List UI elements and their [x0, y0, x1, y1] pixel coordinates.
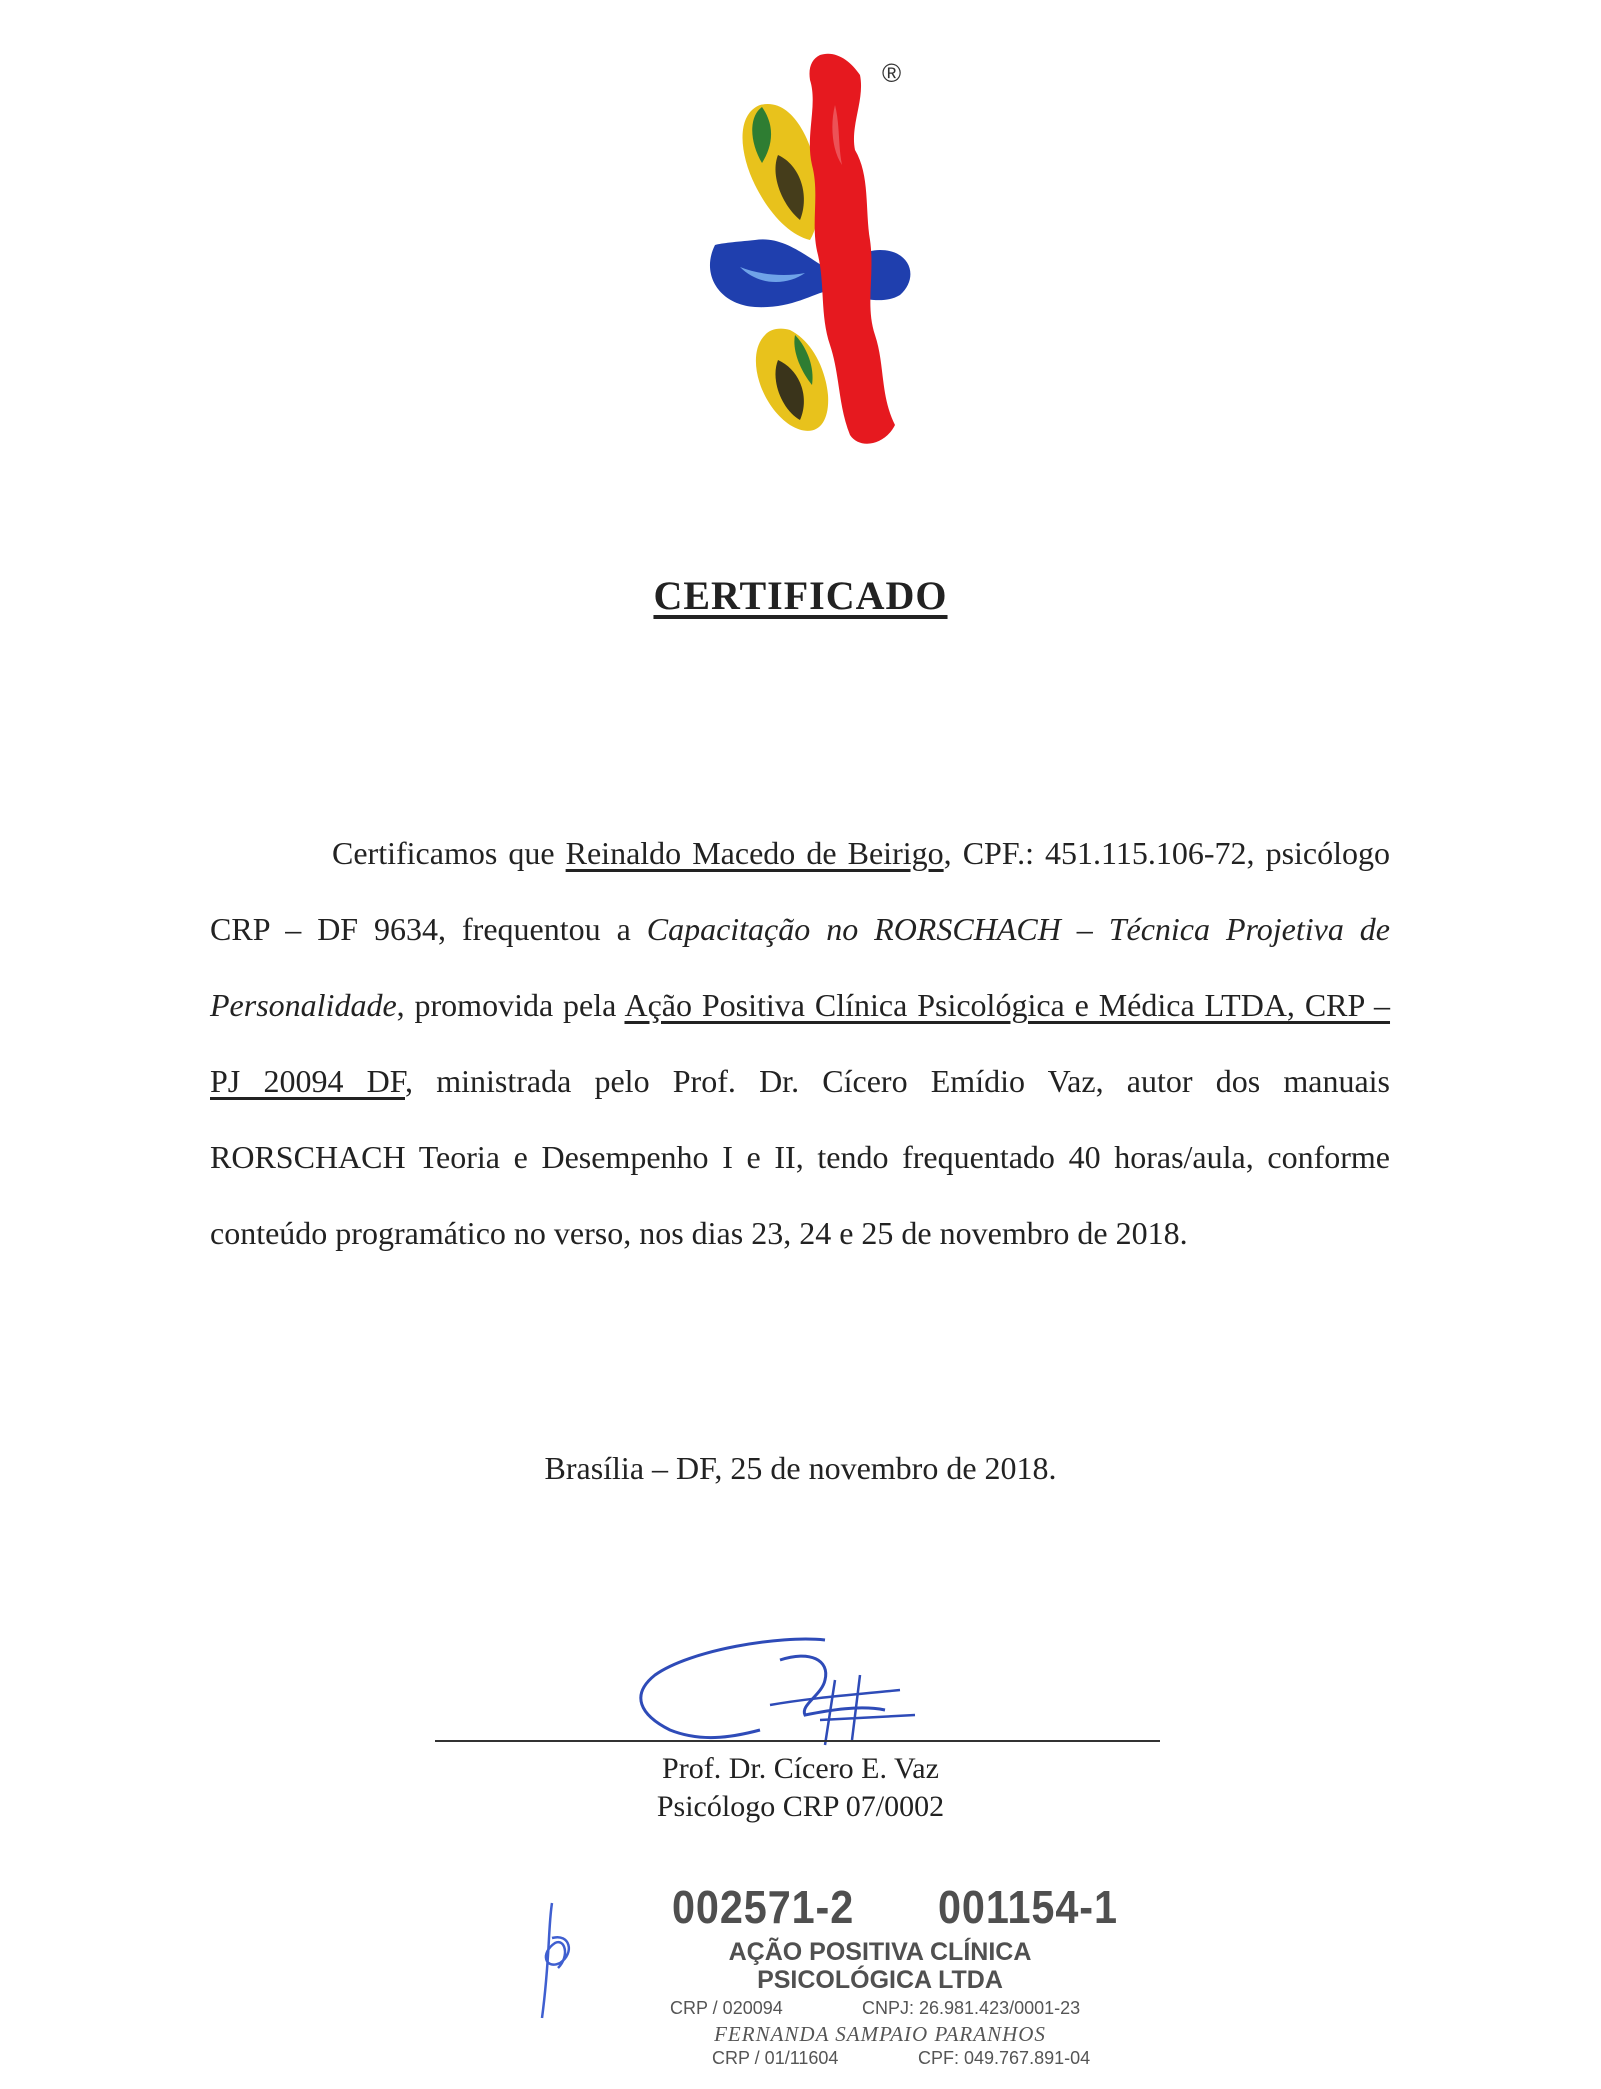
body-cpf: , CPF.: 451.115.106-72, psicólogo CRP – DF 9634, frequentou a — [210, 835, 1391, 947]
organization-name: Ação Positiva Clínica Psicológica e Médica LTDA, CRP – PJ 20094 DF — [210, 987, 1391, 1099]
stamp-company-line1: AÇÃO POSITIVA CLÍNICA — [728, 1938, 1032, 1966]
rorschach-inkblot-logo-icon — [700, 45, 940, 455]
certificate-body — [210, 815, 1390, 1271]
stamp-crp: CRP / 020094 — [670, 1998, 783, 2018]
stamp-number-left: 002571-2 — [672, 1881, 855, 1933]
body-intro: Certificamos que — [332, 835, 566, 871]
signer-title: Psicólogo CRP 07/0002 — [656, 1790, 945, 1823]
signature-line — [435, 1740, 1160, 1742]
stamp-responsible: FERNANDA SAMPAIO PARANHOS — [714, 2022, 1046, 2046]
course-name: Capacitação no RORSCHACH – Técnica Projetiva de Personalidade — [210, 911, 1390, 1023]
body-details: , ministrada pelo Prof. Dr. Cícero Emídio Vaz, autor dos manuais RORSCHACH Teoria e Desempenho I e II, tendo frequentado 40 horas/aula, conforme conteúdo programático no verso, nos dias 23, 24 e 25 de novembro de 2018. — [210, 1063, 1391, 1251]
company-stamp — [600, 1880, 1160, 2070]
place-date: Brasília – DF, 25 de novembro de 2018. — [544, 1450, 1057, 1486]
stamp-number-right: 001154-1 — [938, 1881, 1118, 1933]
document-title: CERTIFICADO — [653, 573, 948, 618]
stamp-responsible-cpf: CPF: 049.767.891-04 — [918, 2048, 1091, 2068]
handwritten-signature-icon — [630, 1620, 970, 1760]
body-promoter: , promovida pela — [396, 987, 625, 1023]
handwritten-initial-icon — [530, 1898, 580, 2028]
stamp-company-line2: PSICOLÓGICA LTDA — [757, 1966, 1003, 1994]
recipient-name: Reinaldo Macedo de Beirigo — [565, 835, 944, 871]
registered-trademark: ® — [882, 58, 902, 88]
signer-name: Prof. Dr. Cícero E. Vaz — [662, 1752, 939, 1785]
stamp-responsible-crp: CRP / 01/11604 — [712, 2048, 839, 2068]
stamp-cnpj: CNPJ: 26.981.423/0001-23 — [862, 1998, 1081, 2018]
